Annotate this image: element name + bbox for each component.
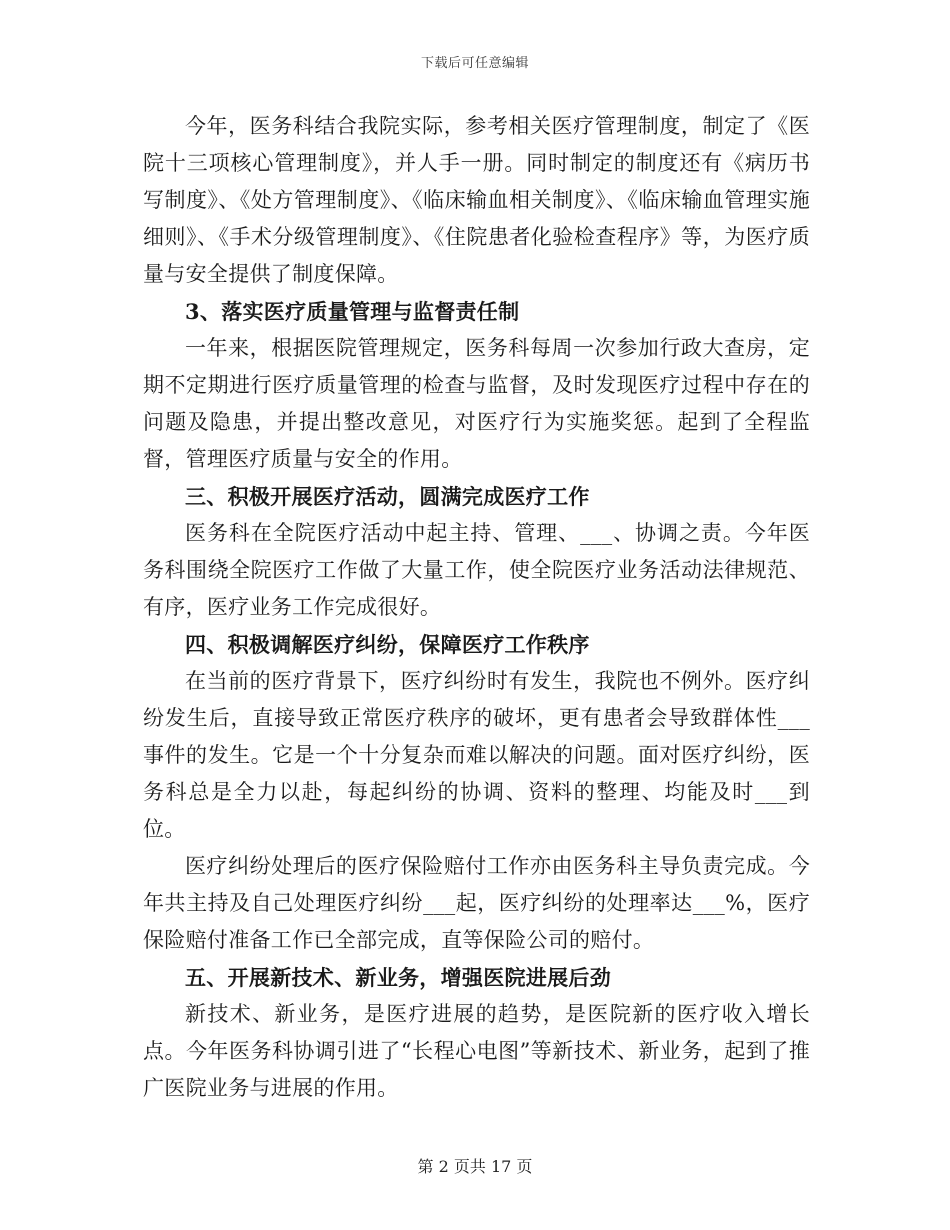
heading-medical-disputes: 四、积极调解医疗纠纷，保障医疗工作秩序 [185,632,590,657]
paragraph-medical-activities: 医务科在全院医疗活动中起主持、管理、___、协调之责。今年医务科围绕全院医疗工作做了大量工作，使全院医疗业务活动法律规范、有序，医疗业务工作完成很好。 [143,521,810,619]
heading-quality-responsibility: 3、落实医疗质量管理与监督责任制 [185,299,520,324]
document-body [143,108,810,1107]
page-header: 下载后可任意编辑 [420,56,529,71]
paragraph-quality-supervision: 一年来，根据医院管理规定，医务科每周一次参加行政大查房，定期不定期进行医疗质量管理的检查与监督，及时发现医疗过程中存在的问题及隐患，并提出整改意见，对医疗行为实施奖惩。起到了全程监督，管理医疗质量与安全的作用。 [143,336,810,471]
page-number-footer: 第 2 页共 17 页 [417,1157,533,1176]
paragraph-insurance-compensation: 医疗纠纷处理后的医疗保险赔付工作亦由医务科主导负责完成。今年共主持及自己处理医疗纠纷___起，医疗纠纷的处理率达___%，医疗保险赔付准备工作已全部完成，直等保险公司的赔付。 [143,854,810,952]
heading-medical-activities: 三、积极开展医疗活动，圆满完成医疗工作 [185,484,590,509]
paragraph-new-technology: 新技术、新业务，是医疗进展的趋势，是医院新的医疗收入增长点。今年医务科协调引进了“长程心电图”等新技术、新业务，起到了推广医院业务与进展的作用。 [143,1002,810,1100]
heading-new-technology: 五、开展新技术、新业务，增强医院进展后劲 [185,965,611,990]
paragraph-medical-disputes: 在当前的医疗背景下，医疗纠纷时有发生，我院也不例外。医疗纠纷发生后，直接导致正常医疗秩序的破坏，更有患者会导致群体性___事件的发生。它是一个十分复杂而难以解决的问题。面对医疗纠纷，医务科总是全力以赴，每起纠纷的协调、资料的整理、均能及时___到位。 [143,669,810,841]
paragraph-regulations: 今年，医务科结合我院实际，参考相关医疗管理制度，制定了《医院十三项核心管理制度》，并人手一册。同时制定的制度还有《病历书写制度》、《处方管理制度》、《临床输血相关制度》、《临床输血管理实施细则》、《手术分级管理制度》、《住院患者化验检查程序》等，为医疗质量与安全提供了制度保障。 [143,114,810,286]
